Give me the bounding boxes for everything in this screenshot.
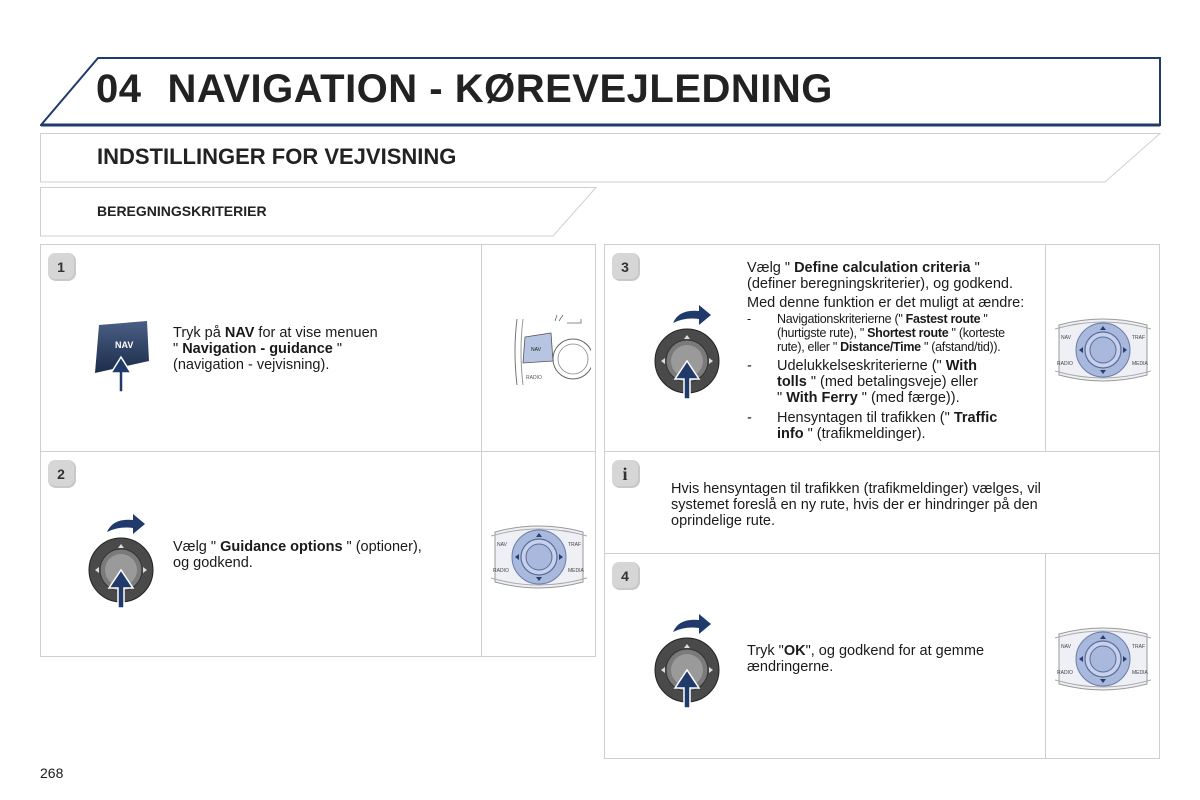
- svg-text:2: 2: [57, 466, 65, 482]
- step-4-box: [604, 553, 1160, 759]
- rotary-knob-press-icon: [87, 510, 163, 610]
- step-1-text: Tryk på NAV for at vise menuen " Navigation - guidance " (navigation - vejvisning).: [173, 325, 378, 373]
- criteria-navigation: - Navigationskriterierne (" Fastest route " (hurtigste rute), " Shortest route " (korteste rute), eller " Distance/Time " (afstand/tid)).: [747, 312, 1043, 354]
- nav-button-icon: [85, 317, 155, 397]
- svg-text:i: i: [622, 464, 628, 484]
- info-text: Hvis hensyntagen til trafikken (trafikmeldinger) vælges, vil systemet foreslå en ny rute, hvis der er hindringer på den oprindelige rute.: [671, 481, 1041, 529]
- svg-text:3: 3: [621, 259, 629, 275]
- svg-text:NAV: NAV: [497, 542, 507, 548]
- step-1-badge: [47, 252, 77, 282]
- step-4-badge: [611, 561, 641, 591]
- step-1-box: [40, 244, 596, 452]
- svg-text:1: 1: [57, 259, 65, 275]
- step-2-badge: [47, 459, 77, 489]
- step-3-badge: [611, 252, 641, 282]
- svg-text:MEDIA: MEDIA: [1132, 670, 1148, 676]
- svg-text:TRAF: TRAF: [1132, 644, 1146, 650]
- criteria-exclusion: - Udelukkelseskriterierne (" With tolls " (med betalingsveje) eller " With Ferry " (med færge)).: [747, 358, 1043, 406]
- info-icon: [611, 459, 641, 489]
- chapter-name: NAVIGATION - KØREVEJLEDNING: [167, 67, 833, 111]
- subsection-title: BEREGNINGSKRITERIER: [97, 203, 267, 219]
- svg-text:RADIO: RADIO: [1057, 361, 1073, 367]
- svg-text:4: 4: [621, 568, 629, 584]
- rotary-knob-press-icon: [653, 301, 729, 401]
- chapter-title: [96, 67, 833, 112]
- subsection-header: [40, 187, 598, 237]
- svg-text:NAV: NAV: [1061, 335, 1071, 341]
- step-2-text: Vælg " Guidance options " (optioner), og godkend.: [173, 539, 422, 571]
- svg-text:RADIO: RADIO: [526, 375, 542, 381]
- page-number: 268: [40, 765, 64, 781]
- criteria-traffic: - Hensyntagen til trafikken (" Traffic info " (trafikmeldinger).: [747, 410, 1043, 442]
- svg-text:NAV: NAV: [1061, 644, 1071, 650]
- step-4-text: Tryk "OK", og godkend for at gemme ændringerne.: [747, 643, 985, 675]
- step-3-box: [604, 244, 1160, 452]
- svg-text:MEDIA: MEDIA: [1132, 361, 1148, 367]
- svg-text:NAV: NAV: [531, 347, 541, 353]
- control-panel-image: [1053, 624, 1153, 694]
- step-3-text: Vælg " Define calculation criteria " (definer beregningskriterier), og godkend. Med denne funktion er det muligt at ændre: - Navigationskriterierne (" Fastest route " (hurtigste rute), " Shortest route " (korteste rute), eller " Distance/Time " (afstand/tid)). - Udelukkelseskriterierne (" With tolls " (med betalingsveje) eller " With Ferry " (med færge)). - Hensyntagen til trafikken (" Traffic info " (trafikmeldinger).: [747, 260, 1043, 442]
- info-box: [604, 451, 1160, 554]
- control-panel-image: [1053, 315, 1153, 385]
- section-header: [40, 133, 1162, 183]
- svg-text:TRAF: TRAF: [568, 542, 582, 548]
- rotary-knob-press-icon: [653, 610, 729, 710]
- step-2-box: [40, 451, 596, 657]
- chapter-header: [40, 57, 1160, 125]
- svg-text:RADIO: RADIO: [493, 568, 509, 574]
- svg-text:RADIO: RADIO: [1057, 670, 1073, 676]
- chapter-number: 04: [96, 67, 142, 111]
- svg-text:NAV: NAV: [115, 340, 134, 350]
- section-title: INDSTILLINGER FOR VEJVISNING: [97, 144, 457, 169]
- svg-text:TRAF: TRAF: [1132, 335, 1146, 341]
- svg-text:MEDIA: MEDIA: [568, 568, 584, 574]
- control-panel-image: [489, 522, 589, 592]
- dashboard-panel-image: [511, 311, 591, 391]
